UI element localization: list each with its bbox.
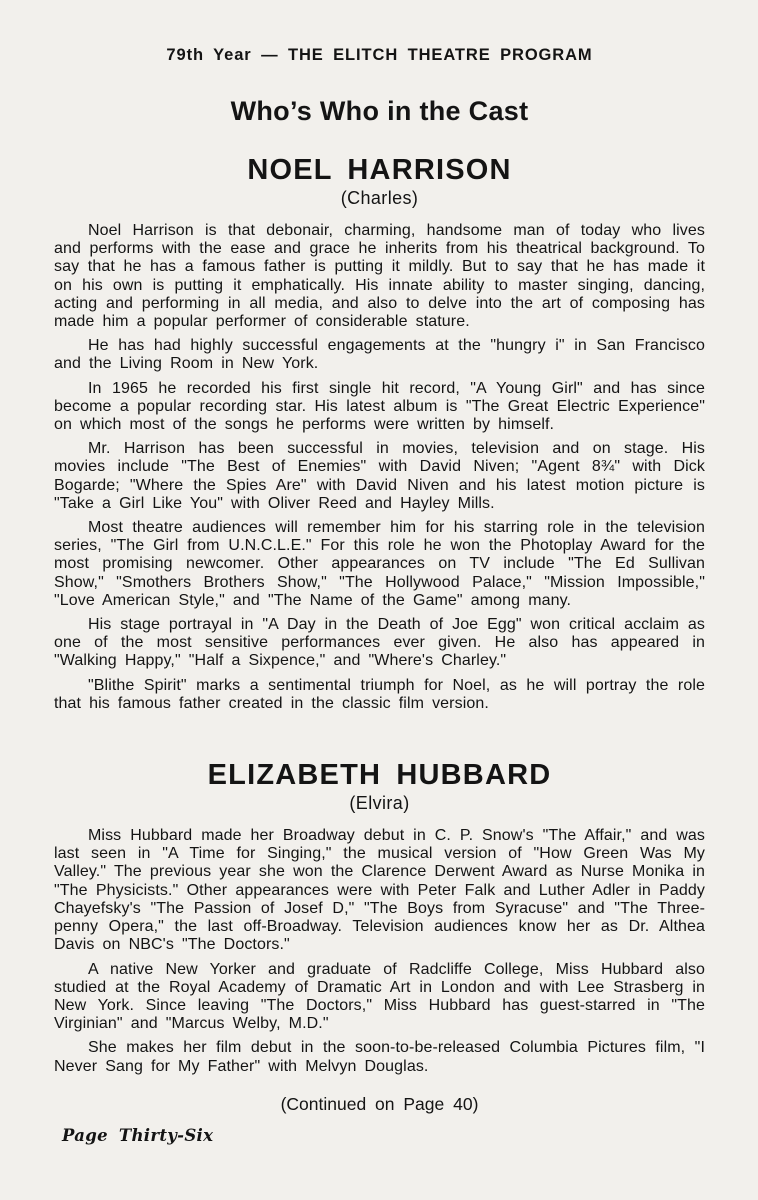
cast-member-role: (Charles) [340,188,419,208]
cast-bio-noel-harrison [54,155,705,713]
continued-note: (Continued on Page 40) [280,1093,479,1114]
bio-paragraph: His stage portrayal in "A Day in the Death of Joe Egg" won critical acclaim as one of the most sensitive performances ever given. He also has appeared in "Walking Happy," "Half a Sixpence," and "Where's Charley." [54,616,705,670]
cast-member-role: (Elvira) [349,793,410,814]
bio-paragraph: Noel Harrison is that debonair, charming, handsome man of today who lives and performs with the ease and grace he inherits from his theatrical background. To say that he has a famous father is putting it mildly. But to say that he has made it on his own is putting it emphatically. His innate ability to master singing, dancing, acting and performing in all media, and also to delve into the art of composing has made him a popular performer of considerable stature. [54,222,705,331]
bio-paragraph: "Blithe Spirit" marks a sentimental triumph for Noel, as he will portray the role that his famous father created in the classic film version. [54,676,705,712]
cast-member-name: NOEL HARRISON [247,154,512,186]
page-number: Page Thirty-Six [62,1125,214,1145]
bio-paragraph: In 1965 he recorded his first single hit record, "A Young Girl" and has since become a popular recording star. His latest album is "The Great Electric Experience" on which most of the songs he performs were written by himself. [54,379,705,434]
bio-paragraph: Mr. Harrison has been successful in movies, television and on stage. His movies include "The Best of Enemies" with David Niven; "Agent 8¾" with Dick Bogarde; "Where the Spies Are" with David Niven and his latest motion picture is "Take a Girl Like You" with Oliver Reed and Hayley Mills. [54,440,705,512]
cast-member-name: ELIZABETH HUBBARD [207,759,552,792]
bio-paragraph: She makes her film debut in the soon-to-be-released Columbia Pictures film, "I Never Sang for My Father" with Melvyn Douglas. [54,1039,705,1075]
page-title: Who’s Who in the Cast [230,96,529,126]
bio-paragraph: He has had highly successful engagements at the "hungry i" in San Francisco and the Living Room in New York. [54,337,705,373]
running-head: 79th Year — THE ELITCH THEATRE PROGRAM [166,46,593,64]
bio-paragraph: Most theatre audiences will remember him for his starring role in the television series, "The Girl from U.N.C.L.E." For this role he won the Photoplay Award for the most promising newcomer. Other appearances on TV include "The Ed Sullivan Show," "Smothers Brothers Show," "The Hollywood Palace," "Mission Impossible," "Love American Style," and "The Name of the Game" among many. [54,519,705,609]
cast-bio-elizabeth-hubbard [54,760,705,1076]
bio-paragraph: A native New Yorker and graduate of Radcliffe College, Miss Hubbard also studied at the Royal Academy of Dramatic Art in London and with Lee Strasberg in New York. Since leaving "The Doctors," Miss Hubbard has guest-starred in "The Virginian" and "Marcus Welby, M.D." [54,960,705,1033]
bio-paragraph: Miss Hubbard made her Broadway debut in C. P. Snow's "The Affair," and was last seen in "A Time for Singing," the musical version of "How Green Was My Valley." The previous year she won the Clarence Derwent Award as Nurse Monika in "The Physicists." Other appearances were with Peter Falk and Luther Adler in Paddy Chayefsky's "The Passion of Josef D," "The Boys from Syracuse" and "The Three-penny Opera," the last off-Broadway. Television audiences know her as Dr. Althea Davis on NBC's "The Doctors." [54,827,705,954]
